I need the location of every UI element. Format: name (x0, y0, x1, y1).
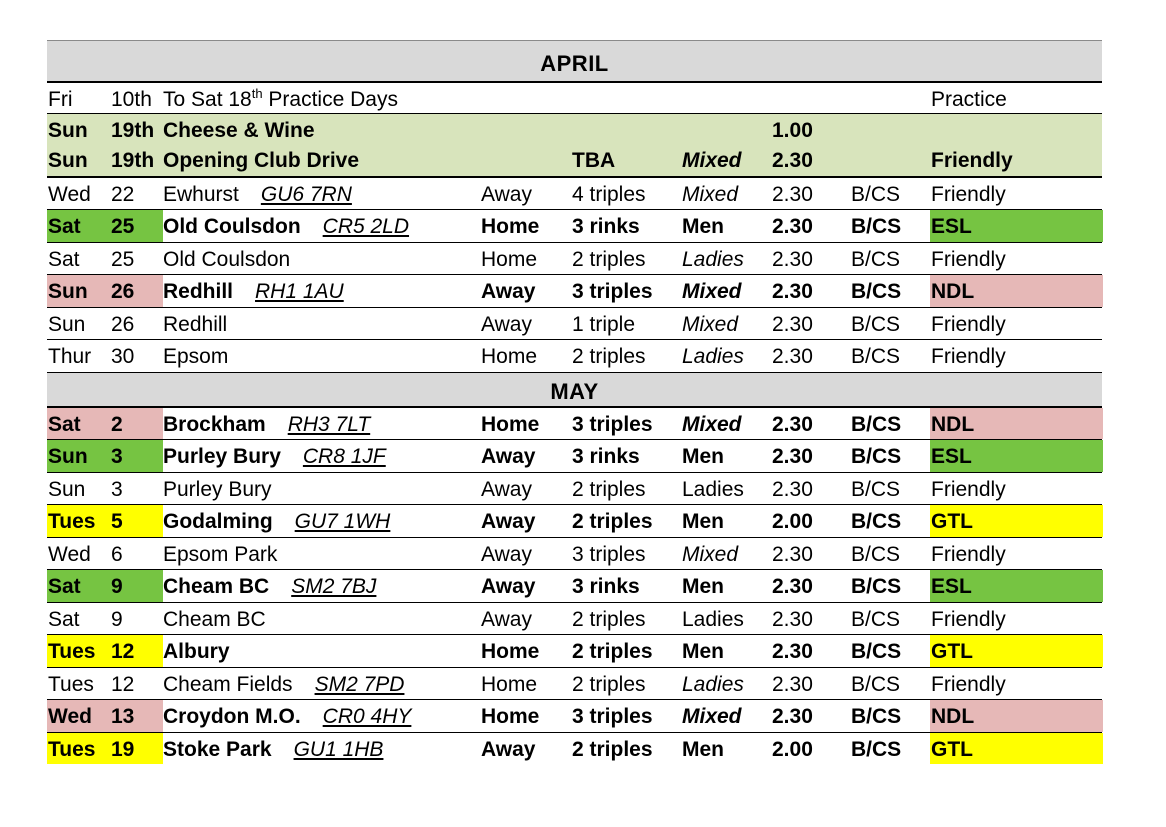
type-cell: NDL (930, 275, 1103, 307)
venue-cell: Home (481, 215, 540, 238)
day-cell: Wed (48, 182, 91, 206)
day-cell: Tues (47, 505, 111, 537)
category-cell: Men (682, 445, 724, 468)
bcs-cell: B/CS (851, 477, 901, 501)
time-cell: 2.30 (772, 215, 813, 238)
table-row (47, 603, 1102, 636)
postcode: CR8 1JF (302, 445, 386, 468)
format-cell: 3 triples (572, 280, 653, 303)
category-cell: Mixed (682, 542, 739, 566)
postcode: SM2 7BJ (291, 575, 377, 598)
format-cell: 2 triples (572, 672, 646, 696)
day-cell: Sat (47, 570, 111, 602)
format-cell: 1 triple (572, 312, 636, 336)
date-cell: 26 (111, 312, 135, 336)
club-name: Stoke Park (163, 737, 272, 761)
time-cell: 2.30 (772, 247, 813, 271)
day-cell: Sun (48, 312, 86, 336)
venue-cell: Away (481, 737, 536, 761)
type-cell: Friendly (931, 542, 1006, 566)
bcs-cell: B/CS (851, 215, 902, 238)
venue-cell: Home (481, 640, 540, 663)
opponent-cell: Albury (163, 640, 230, 663)
time-cell: 2.30 (772, 312, 813, 336)
table-row (47, 114, 1102, 144)
type-cell: Friendly (931, 247, 1006, 271)
club-name: Purley Bury (163, 445, 281, 468)
venue-cell: Away (481, 510, 536, 533)
table-row (47, 440, 1102, 473)
format-cell: 2 triples (572, 737, 653, 761)
venue-cell: Away (481, 575, 536, 598)
club-name: Croydon M.O. (163, 705, 301, 728)
opponent-cell (162, 570, 481, 602)
day-cell: Thur (48, 345, 92, 368)
venue-cell: Away (481, 445, 536, 468)
postcode: GU7 1WH (294, 510, 391, 533)
table-row (47, 178, 1102, 211)
time-cell: 1.00 (772, 119, 813, 142)
bcs-cell: B/CS (851, 672, 901, 696)
bcs-cell: B/CS (851, 510, 902, 533)
category-cell: Mixed (682, 412, 742, 436)
club-name: Cheam BC (163, 575, 270, 598)
opponent-cell: Cheam BC (163, 607, 266, 631)
event-text-tail: Practice Days (262, 88, 398, 111)
date-cell: 26 (110, 275, 163, 307)
date-cell: 10th (111, 88, 152, 111)
bcs-cell: B/CS (851, 312, 901, 336)
bcs-cell: B/CS (851, 445, 902, 468)
venue-cell: Away (481, 312, 532, 336)
table-row (47, 635, 1102, 668)
date-cell: 5 (110, 505, 163, 537)
opponent-cell (162, 668, 481, 700)
type-cell: GTL (930, 733, 1103, 765)
event-text: To Sat 18 (163, 88, 252, 111)
format-cell: 2 triples (572, 510, 653, 533)
category-cell: Ladies (682, 247, 744, 271)
ordinal-suffix: th (251, 86, 263, 101)
day-cell: Wed (48, 542, 91, 566)
type-cell: Friendly (931, 477, 1006, 501)
table-row (47, 243, 1102, 276)
type-cell: Friendly (931, 312, 1006, 336)
bcs-cell: B/CS (851, 182, 901, 206)
format-cell: 3 triples (572, 412, 653, 436)
category-cell: Men (682, 575, 724, 598)
time-cell: 2.30 (772, 280, 813, 303)
day-cell: Sat (48, 607, 80, 631)
venue-cell: Home (481, 705, 540, 728)
venue-cell: Away (481, 182, 532, 206)
category-cell: Mixed (682, 312, 739, 336)
date-cell: 13 (110, 700, 163, 732)
date-cell: 19th (111, 119, 155, 142)
venue-cell: Home (481, 412, 540, 436)
postcode: SM2 7PD (314, 672, 405, 696)
bcs-cell: B/CS (851, 542, 901, 566)
club-name: Old Coulsdon (163, 215, 301, 238)
category-cell: Men (682, 737, 724, 761)
postcode: RH3 7LT (287, 412, 371, 436)
type-cell: ESL (930, 210, 1103, 242)
format-cell: 3 triples (572, 542, 646, 566)
postcode: CR5 2LD (322, 215, 410, 238)
date-cell: 9 (110, 570, 163, 602)
venue-cell: Home (481, 247, 538, 271)
table-row (47, 473, 1102, 506)
day-cell: Tues (48, 672, 94, 696)
type-cell: GTL (930, 505, 1103, 537)
date-cell: 30 (111, 345, 135, 368)
category-cell: Men (682, 215, 724, 238)
type-cell: NDL (930, 408, 1103, 440)
date-cell: 3 (110, 440, 163, 472)
category-cell: Mixed (682, 182, 739, 206)
table-row (47, 505, 1102, 538)
date-cell: 2 (110, 408, 163, 440)
club-name: Brockham (163, 412, 266, 436)
type-cell: Friendly (931, 345, 1006, 368)
day-cell: Sat (47, 210, 111, 242)
type-cell: Friendly (931, 672, 1006, 696)
venue-cell: Away (481, 477, 532, 501)
opponent-cell: Epsom Park (163, 542, 278, 566)
table-row (47, 144, 1102, 178)
format-cell: 3 rinks (572, 215, 640, 238)
table-row (47, 570, 1102, 603)
opponent-cell (162, 275, 481, 307)
format-cell: 2 triples (572, 640, 653, 663)
date-cell: 6 (111, 542, 123, 566)
table-row (47, 308, 1102, 341)
opponent-cell (162, 408, 481, 440)
bcs-cell: B/CS (851, 705, 902, 728)
opponent-cell: Old Coulsdon (163, 247, 291, 271)
date-cell: 25 (111, 247, 135, 271)
club-name: Redhill (163, 280, 234, 303)
type-cell: Friendly (931, 149, 1013, 172)
day-cell: Wed (47, 700, 111, 732)
table-row (47, 668, 1102, 701)
day-cell: Tues (47, 635, 111, 667)
postcode: CR0 4HY (322, 705, 412, 728)
table-row (47, 408, 1102, 441)
club-name: Cheam Fields (163, 672, 293, 696)
table-row (47, 275, 1102, 308)
format-cell: 3 rinks (572, 575, 640, 598)
opponent-cell (162, 505, 481, 537)
day-cell: Sun (48, 119, 88, 142)
date-cell: 19 (110, 733, 163, 765)
format-cell: 2 triples (572, 607, 646, 631)
time-cell: 2.30 (772, 575, 813, 598)
date-cell: 3 (111, 477, 123, 501)
venue-cell: Away (481, 280, 536, 303)
venue-cell: Away (481, 607, 532, 631)
type-cell: ESL (930, 570, 1103, 602)
table-row (47, 210, 1102, 243)
time-cell: 2.30 (772, 640, 813, 663)
bcs-cell: B/CS (851, 345, 901, 368)
category-cell: Mixed (682, 149, 742, 172)
month-header-may: MAY (47, 373, 1102, 408)
opponent-cell (162, 178, 481, 210)
time-cell: 2.30 (772, 445, 813, 468)
date-cell: 9 (111, 607, 123, 631)
time-cell: 2.30 (772, 149, 813, 172)
date-cell: 19th (111, 149, 155, 172)
time-cell: 2.30 (772, 477, 813, 501)
date-cell: 12 (110, 635, 163, 667)
category-cell: Ladies (682, 607, 744, 631)
table-row (47, 700, 1102, 733)
bcs-cell: B/CS (851, 280, 902, 303)
opponent-cell: Epsom (163, 345, 229, 368)
table-row (47, 340, 1102, 373)
day-cell: Sun (47, 440, 111, 472)
day-cell: Sun (48, 149, 88, 172)
table-row (47, 83, 1102, 114)
opponent-cell (162, 210, 481, 242)
time-cell: 2.30 (772, 182, 813, 206)
day-cell: Tues (47, 733, 111, 765)
opponent-cell (162, 440, 481, 472)
bcs-cell: B/CS (851, 575, 902, 598)
date-cell: 25 (110, 210, 163, 242)
time-cell: 2.00 (772, 737, 813, 761)
time-cell: 2.30 (772, 412, 813, 436)
opponent-cell (162, 733, 481, 765)
opponent-cell (162, 83, 481, 113)
month-header-april: APRIL (47, 40, 1102, 83)
bcs-cell: B/CS (851, 737, 902, 761)
category-cell: Mixed (682, 705, 742, 728)
type-cell: NDL (930, 700, 1103, 732)
type-cell: ESL (930, 440, 1103, 472)
time-cell: 2.30 (772, 705, 813, 728)
category-cell: Men (682, 510, 724, 533)
bcs-cell: B/CS (851, 607, 901, 631)
club-name: Ewhurst (163, 182, 239, 206)
category-cell: Mixed (682, 280, 742, 303)
time-cell: 2.30 (772, 542, 813, 566)
category-cell: Ladies (682, 672, 744, 696)
bcs-cell: B/CS (851, 247, 901, 271)
postcode: GU6 7RN (260, 182, 352, 206)
day-cell: Sun (48, 477, 86, 501)
type-cell: Friendly (931, 182, 1006, 206)
type-cell: Practice (931, 88, 1007, 111)
category-cell: Ladies (682, 345, 744, 368)
time-cell: 2.00 (772, 510, 813, 533)
category-cell: Men (682, 640, 724, 663)
table-row (47, 733, 1102, 765)
format-cell: 3 rinks (572, 445, 640, 468)
opponent-cell: Opening Club Drive (163, 149, 360, 172)
time-cell: 2.30 (772, 672, 813, 696)
date-cell: 12 (111, 672, 135, 696)
format-cell: 3 triples (572, 705, 653, 728)
club-name: Godalming (163, 510, 273, 533)
type-cell: Friendly (931, 607, 1006, 631)
day-cell: Sat (48, 247, 80, 271)
postcode: GU1 1HB (293, 737, 384, 761)
bcs-cell: B/CS (851, 640, 902, 663)
opponent-cell (162, 700, 481, 732)
time-cell: 2.30 (772, 607, 813, 631)
day-cell: Sun (47, 275, 111, 307)
format-cell: TBA (572, 149, 616, 172)
table-row (47, 538, 1102, 571)
venue-cell: Home (481, 345, 538, 368)
opponent-cell: Cheese & Wine (163, 119, 315, 142)
opponent-cell: Redhill (163, 312, 228, 336)
fixture-table (47, 40, 1102, 764)
opponent-cell: Purley Bury (163, 477, 272, 501)
format-cell: 4 triples (572, 182, 646, 206)
time-cell: 2.30 (772, 345, 813, 368)
date-cell: 22 (111, 182, 135, 206)
format-cell: 2 triples (572, 345, 646, 368)
day-cell: Fri (48, 88, 73, 111)
day-cell: Sat (47, 408, 111, 440)
format-cell: 2 triples (572, 477, 646, 501)
postcode: RH1 1AU (255, 280, 344, 303)
category-cell: Ladies (682, 477, 744, 501)
format-cell: 2 triples (572, 247, 646, 271)
bcs-cell: B/CS (851, 412, 902, 436)
venue-cell: Away (481, 542, 532, 566)
type-cell: GTL (930, 635, 1103, 667)
venue-cell: Home (481, 672, 538, 696)
